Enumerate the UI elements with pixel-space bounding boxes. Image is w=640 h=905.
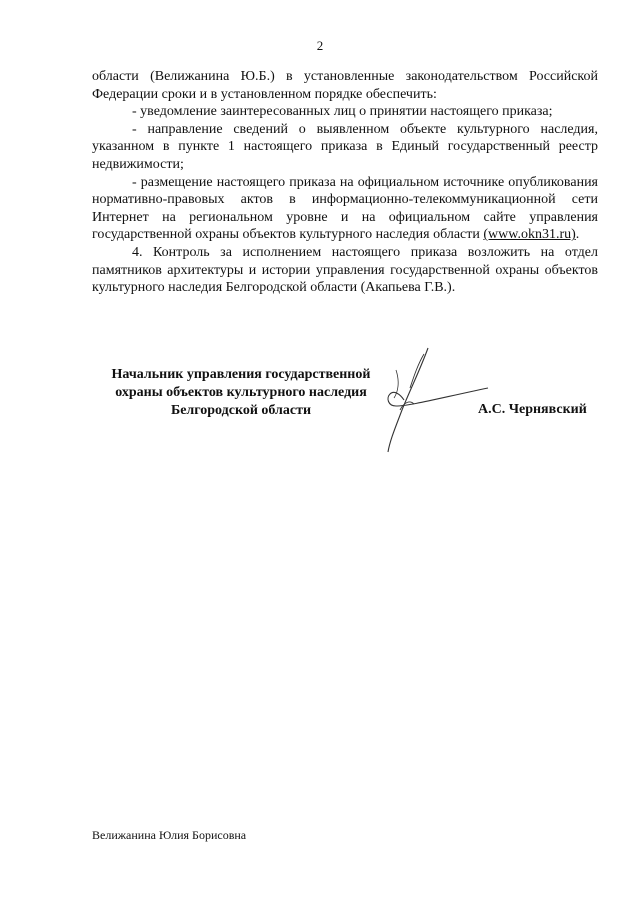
paragraph-notify: - уведомление заинтересованных лиц о принятии настоящего приказа; [132,104,553,120]
signatory-title-line: Начальник управления государственной [111,367,371,382]
paragraph-registry: - направление сведений о выявленном объекте культурного наследия, указанном в пункте 1 настоящего приказа в Единый государственный реестр недвижимости; [92,121,598,172]
website-link[interactable]: (www.okn31.ru) [483,227,576,243]
executor-name: Велижанина Юлия Борисовна [92,828,247,842]
signatory-title-line: Белгородской области [170,402,312,418]
document-body [92,68,598,297]
paragraph-publish-text: - размещение настоящего приказа на официальном источнике опубликования нормативно-правовых актов в информационно-телекоммуникационной сети Интернет на региональном уровне и на официальном сайте управления государственной охраны объектов культурного наследия области [92,174,598,243]
page-number: 2 [316,38,324,53]
paragraph-control: 4. Контроль за исполнением настоящего приказа возложить на отдел памятников архитектуры и истории управления государственной охраны объектов культурного наследия Белгородской области (Акапьева Г.В.). [92,244,598,296]
signatory-title [96,366,386,419]
signatory-name: А.С. Чернявский [478,402,587,417]
signatory-title-line: охраны объектов культурного наследия [115,384,367,400]
paragraph-publish: - размещение настоящего приказа на официальном источнике опубликования нормативно-правовых актов в информационно-телекоммуникационной сети Интернет на региональном уровне и на официальном сайте управления государственной охраны объектов культурного наследия области (www.okn31.ru). [92,174,598,243]
paragraph-continuation: области (Велижанина Ю.Б.) в установленные законодательством Российской Федерации сроки и в установленном порядке обеспечить: [92,69,598,102]
handwritten-signature [360,340,500,460]
